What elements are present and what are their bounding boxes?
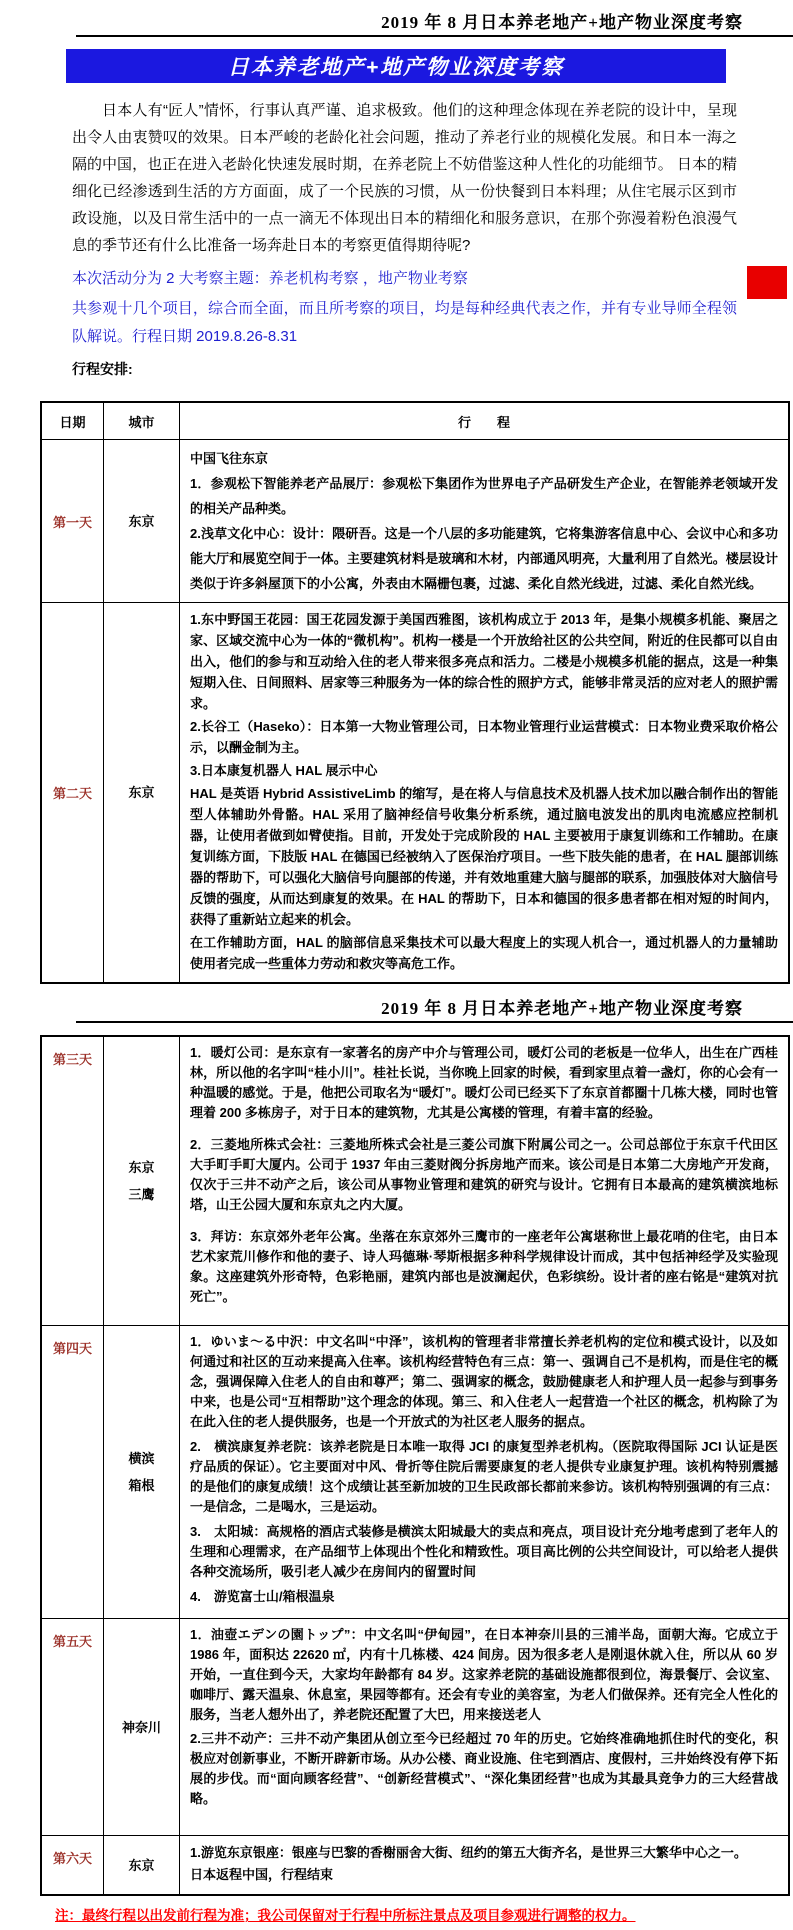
itinerary-paragraph: 2.三井不动产：三井不动产集团从创立至今已经超过 70 年的历史。它始终准确地抓住时代的变化，积极应对创新事业，不断开辟新市场。从办公楼、商业设施、住宅到酒店、度假村，三井始终没有停下拓展的步伐。而“面向顾客经营”、“创新经营模式”、“深化集团经营”也成为其最具竞争力的三大经营战略。 xyxy=(190,1731,778,1806)
itinerary-paragraph: 1．参观松下智能养老产品展厅：参观松下集团作为世界电子产品研发生产企业，在智能养老领域开发的相关产品种类。 xyxy=(190,476,778,516)
page-header-title: 2019 年 8 月日本养老地产+地产物业深度考察 xyxy=(381,13,743,32)
header-cell-city: 城市 xyxy=(104,403,180,439)
day-label: 第三天 xyxy=(42,1037,104,1325)
highlight-line-2: 共参观十几个项目，综合而全面，而且所考察的项目，均是每种经典代表之作，并有专业导师全程领队解说。行程日期 2019.8.26-8.31 xyxy=(72,300,737,345)
city-cell xyxy=(104,1619,180,1835)
page-header-title: 2019 年 8 月日本养老地产+地产物业深度考察 xyxy=(381,999,743,1018)
city-cell xyxy=(104,1037,180,1325)
itinerary-paragraph: 2．三菱地所株式会社：三菱地所株式会社是三菱公司旗下附属公司之一。公司总部位于东京千代田区大手町手町大厦内。公司于 1937 年由三菱财阀分拆房地产而来。该公司是日本第二大房地产开发商，仅次于三井不动产之后，该公司从事物业管理和建筑的研究与设计。它拥有日本最高的建筑横滨地标塔，山王公园大厦和东京丸之内大厦。 xyxy=(190,1137,778,1212)
city-cell xyxy=(104,440,180,602)
itinerary-paragraph: 1．暖灯公司：是东京有一家著名的房产中介与管理公司，暖灯公司的老板是一位华人，出生在广西桂林，所以他的名字叫“桂小川”。桂社长说，当你晚上回家的时候，看到家里点着一盏灯，你的心会有一种温暖的感觉。于是，他把公司取名为“暖灯”。暖灯公司已经买下了东京首都圈十几栋大楼，同时也管理着 200 多栋房子，对于日本的建筑物，尤其是公寓楼的管理，有着丰富的经验。 xyxy=(190,1045,778,1120)
table-row-day1 xyxy=(42,440,788,603)
itinerary-paragraph: 2.浅草文化中心：设计：隈研吾。这是一个八层的多功能建筑，它将集游客信息中心、会议中心和多功能大厅和展览空间于一体。主要建筑材料是玻璃和木材，内部通风明亮，大量利用了自然光。楼层设计类似于许多斜屋顶下的小公寓，外表由木隔栅包裹，过滤、柔化自然光线进，过滤、柔化自然光线。 xyxy=(190,526,778,591)
itinerary-paragraph: 3.日本康复机器人 HAL 展示中心 xyxy=(190,763,378,778)
red-marker xyxy=(747,266,787,299)
itinerary-table-2 xyxy=(40,1035,790,1896)
page-header-2 xyxy=(76,994,793,1023)
footer-note: 注：最终行程以出发前行程为准；我公司保留对于行程中所标注景点及项目参观进行调整的权力。 xyxy=(55,1908,636,1923)
city-cell xyxy=(104,603,180,982)
city-label: 神奈川 xyxy=(121,1719,161,1735)
city-cell xyxy=(104,1836,180,1894)
itinerary-paragraph: 2. 横滨康复养老院：该养老院是日本唯一取得 JCI 的康复型养老机构。（医院取得国际 JCI 认证是医疗品质的保证）。它主要面对中风、骨折等住院后需要康复的老人提供专业康复护理。该机构特别震撼的是他们的康复成绩！这个成绩让甚至新加坡的卫生民政部长都前来参访。该机构特别强调的有三点：一是信念，二是喝水，三是运动。 xyxy=(190,1439,778,1514)
itinerary-cell xyxy=(180,1619,788,1835)
itinerary-cell xyxy=(180,440,788,602)
table-row-day3 xyxy=(42,1037,788,1326)
itinerary-paragraph: 1．油壺エデンの園トップ”：中文名叫“伊甸园”，在日本神奈川县的三浦半岛，面朝大海。它成立于 1986 年，面积达 22620 ㎡，内有十几栋楼、424 间房。因为很多老人是刚退休就入住，所以从 60 岁开始，一直住到今天，大家均年龄都有 84 岁。这家养老院的基础设施都很到位，海景餐厅、会议室、咖啡厅、露天温泉、休息室，果园等都有。还会有专业的美容室，为老人们做保养。还有完全人性化的服务，当老人想外出了，养老院还配置了大巴，用来接送老人 xyxy=(190,1627,778,1722)
itinerary-paragraph: 在工作辅助方面，HAL 的脑部信息采集技术可以最大程度上的实现人机合一，通过机器人的力量辅助使用者完成一些重体力劳动和救灾等高危工作。 xyxy=(190,935,778,971)
title-banner-text: 日本养老地产+地产物业深度考察 xyxy=(227,56,565,79)
city-label: 箱根 xyxy=(128,1478,155,1493)
itinerary-paragraph: 1.游览东京银座：银座与巴黎的香榭丽舍大街、纽约的第五大街齐名，是世界三大繁华中心之一。 xyxy=(190,1845,747,1860)
itinerary-paragraph: 4. 游览富士山/箱根温泉 xyxy=(190,1589,335,1604)
itinerary-paragraph: 3．拜访：东京郊外老年公寓。坐落在东京郊外三鹰市的一座老年公寓堪称世上最花哨的住宅，由日本艺术家荒川修作和他的妻子、诗人玛德琳·琴斯根据多种科学规律设计而成，其中包括神经学及实验现象。这座建筑外形奇特，色彩艳丽，建筑内部也是波澜起伏，色彩缤纷。设计者的座右铭是“建筑对抗死亡”。 xyxy=(190,1229,778,1304)
itinerary-cell xyxy=(180,603,788,982)
city-cell xyxy=(104,1326,180,1618)
table-row-day6 xyxy=(42,1836,788,1894)
itinerary-paragraph: 中国飞往东京 xyxy=(190,451,269,466)
itinerary-cell xyxy=(180,1037,788,1325)
page-header xyxy=(76,8,793,37)
intro-paragraph: 日本人有“匠人”情怀，行事认真严谨、追求极致。他们的这种理念体现在养老院的设计中，呈现出令人由衷赞叹的效果。日本严峻的老龄化社会问题，推动了养老行业的规模化发展。和日本一海之隔的中国，也正在进入老龄化快速发展时期，在养老院上不妨借鉴这种人性化的功能细节。 日本的精细化已经渗透到生活的方方面面，成了一个民族的习惯，从一份快餐到日本料理；从住宅展示区到市政设施，以及日常生活中的一点一滴无不体现出日本的精细化和服务意识，在那个弥漫着粉色浪漫气息的季节还有什么比准备一场奔赴日本的考察更值得期待呢? xyxy=(72,102,737,254)
day-label: 第五天 xyxy=(42,1619,104,1835)
day-label: 第四天 xyxy=(42,1326,104,1618)
itinerary-paragraph: 3. 太阳城：高规格的酒店式装修是横滨太阳城最大的卖点和亮点，项目设计充分地考虑到了老年人的生理和心理需求，在产品细节上体现出个性化和精致性。项目高比例的公共空间设计，可以给老人提供各种交流场所，吸引老人减少在房间内的留置时间 xyxy=(190,1524,778,1579)
table-header-row xyxy=(42,403,788,440)
itinerary-table-1 xyxy=(40,401,790,984)
header-cell-itinerary: 行 程 xyxy=(457,414,510,430)
city-label: 横滨 xyxy=(128,1451,155,1466)
day-label: 第六天 xyxy=(42,1836,104,1894)
itinerary-cell xyxy=(180,1836,788,1894)
city-label: 三鹰 xyxy=(128,1187,155,1202)
day-label: 第一天 xyxy=(42,440,104,602)
itinerary-paragraph: 1.东中野国王花园：国王花园发源于美国西雅图，该机构成立于 2013 年，是集小规模多机能、聚居之家、区域交流中心为一体的“微机构”。机构一楼是一个开放给社区的公共空间，附近的住民都可以自由出入，他们的参与和互动给入住的老人带来很多亮点和活力。二楼是小规模多机能的据点，这是一种集短期入住、日间照料、居家等三种服务为一体的综合性的照护方式，能够非常灵活的应对老人的照护需求。 xyxy=(190,612,778,711)
table-row-day4 xyxy=(42,1326,788,1619)
highlight-line-1: 本次活动分为 2 大考察主题：养老机构考察 ，地产物业考察 xyxy=(72,270,468,287)
title-banner xyxy=(66,49,726,83)
city-label: 东京 xyxy=(128,1160,155,1175)
city-label: 东京 xyxy=(128,513,155,529)
itinerary-paragraph: 2.长谷工（Haseko）：日本第一大物业管理公司，日本物业管理行业运营模式：日本物业费采取价格公示，以酬金制为主。 xyxy=(190,719,778,755)
itinerary-paragraph: 日本返程中国，行程结束 xyxy=(190,1867,334,1882)
itinerary-paragraph: HAL 是英语 Hybrid AssistiveLimb 的缩写，是在将人与信息技术及机器人技术加以融合制作出的智能型人体辅助外骨骼。HAL 采用了脑神经信号收集分析系统，通过脑电波发出的肌肉电流感应控制机器，让使用者做到如臂使指。目前，开发处于完成阶段的 HAL 主要被用于康复训练和工作辅助。在康复训练方面，下肢版 HAL 在德国已经被纳入了医保治疗项目。一些下肢失能的患者，在 HAL 腿部训练器的帮助下，可以强化大脑信号向腿部的传递，并有效地重建大脑与腿部的联系，加强肢体对大脑信号反馈的强度，从而达到康复的效果。在 HAL 的帮助下，日本和德国的很多患者都在相对短的时间内，获得了重新站立起来的机会。 xyxy=(190,786,778,927)
table-row-day5 xyxy=(42,1619,788,1836)
table-row-day2 xyxy=(42,603,788,982)
city-label: 东京 xyxy=(128,1857,155,1873)
itinerary-cell xyxy=(180,1326,788,1618)
day-label: 第二天 xyxy=(42,603,104,982)
schedule-label: 行程安排: xyxy=(72,361,133,377)
header-cell-date: 日期 xyxy=(42,403,104,439)
itinerary-paragraph: 1．ゆいま～る中沢：中文名叫“中泽”，该机构的管理者非常擅长养老机构的定位和模式设计，以及如何通过和社区的互动来提高入住率。该机构经营特色有三点：第一、强调自己不是机构，而是住宅的概念，强调保障入住老人的自由和尊严；第二、强调家的概念，鼓励健康老人和护理人员一起参与到事务中来，也是公司“互相帮助”这个理念的体现。第三、和入住老人一起营造一个社区的概念，机构除了为在此入住的老人提供服务，也是一个开放式的为社区老人服务的据点。 xyxy=(190,1334,778,1429)
city-label: 东京 xyxy=(128,785,155,800)
